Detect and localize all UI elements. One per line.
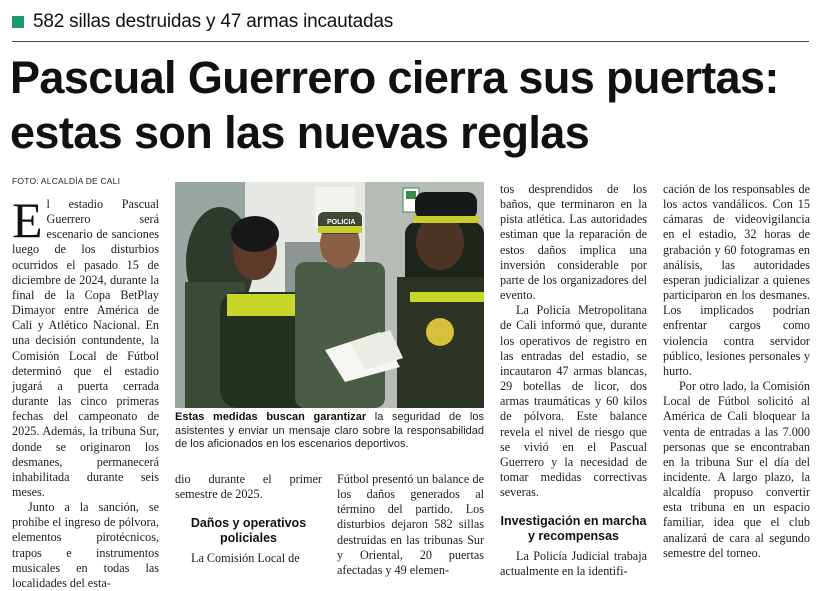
- photo-credit: FOTO: ALCALDÍA DE CALI: [12, 176, 121, 186]
- kicker-divider: [12, 41, 809, 42]
- col1-paragraph-1-text: l estadio Pascual Guerrero será escenario de sanciones luego de los disturbios ocurridos el pasado 15 de diciembre de 2024, durante la final de la Copa BetPlay Dimayor entre América de Cali y Atlético Nacional. En una decisión contundente, la Comisión Local de Fútbol determinó que el estadio jugará a puerta cerrada durante las cinco primeras fechas del campeonato de 2025. Además, la tribuna Sur, donde se originaron los desmanes, permanecerá inhabilitada durante seis meses.: [12, 197, 159, 499]
- article-column-1: [12, 192, 159, 591]
- article-column-4: [500, 182, 647, 580]
- col1-paragraph-1: [12, 192, 159, 500]
- drop-cap: E: [12, 192, 43, 248]
- kicker: [12, 11, 393, 33]
- article-photo: [175, 182, 484, 408]
- col2-paragraph-2: La Comisión Local de: [191, 551, 300, 566]
- col4-paragraph-2: La Policía Metropolitana de Cali informó que, durante los operativos de registro en las entradas del estadio, se incautaron 47 armas blancas, 29 botellas de licor, dos armas traumáticas y 60 kilos de pólvora. Este balance revela el nivel de riesgo que se vivió en el Pascual Guerrero y la necesidad de tomar medidas correctivas severas.: [500, 303, 647, 500]
- article-column-3: [337, 472, 484, 578]
- article-column-2: [175, 472, 322, 566]
- kicker-text: 582 sillas destruidas y 47 armas incautadas: [33, 11, 393, 32]
- patch-text: POLICIA: [327, 219, 356, 226]
- col2-paragraph-1: dio durante el primer semestre de 2025.: [175, 472, 322, 502]
- kicker-square-icon: [12, 16, 24, 28]
- headline-line-1: Pascual Guerrero cierra sus puertas:: [10, 52, 779, 103]
- col5-paragraph-2: Por otro lado, la Comisión Local de Fútbol solicitó al América de Cali bloquear la venta de entradas a las 7.000 personas que se encontraban en la tribuna Sur el día del incidente. A largo plazo, la alcaldía propuso convertir esta tribuna en un espacio familiar, idea que el club analizará de cara al segundo semestre del torneo.: [663, 379, 810, 560]
- headline: [10, 50, 815, 160]
- article-column-5: [663, 182, 810, 561]
- col4-paragraph-1: tos desprendidos de los baños, que terminaron en la pista atlética. Las autoridades estiman que la reparación de estos daños implica una inversión considerable por parte de los organizadores del evento.: [500, 182, 647, 303]
- subheading-danos: Daños y operativos policiales: [190, 516, 307, 546]
- caption-text: la seguridad de los asistentes y enviar un mensaje claro sobre la responsabilidad de los aficionados en los escenarios deportivos.: [175, 411, 484, 450]
- photo-caption: [175, 411, 484, 452]
- col1-paragraph-2: Junto a la sanción, se prohíbe el ingreso de pólvora, elementos pirotécnicos, trapos e instrumentos musicales en todas las localidades del esta-: [12, 500, 159, 590]
- col3-paragraph-1: Fútbol presentó un balance de los daños generados al término del partido. Los disturbios dejaron 582 sillas destruidas en las tribunas Sur y Oriental, 20 puertas afectadas y 49 elemen-: [337, 472, 484, 577]
- police-officers-photo: [175, 182, 484, 408]
- caption-lead: Estas medidas buscan garantizar: [175, 411, 367, 423]
- headline-line-2: estas son las nuevas reglas: [10, 107, 590, 158]
- subheading-investigacion: Investigación en marcha y recompensas: [500, 514, 647, 544]
- col4-paragraph-3: La Policía Judicial trabaja actualmente en la identifi-: [500, 549, 647, 579]
- col5-paragraph-1: cación de los responsables de los actos vandálicos. Con 15 cámaras de videovigilancia en el estadio, 32 horas de grabación y 60 fotogramas en análisis, las autoridades esperan judicializar a quienes participaron en los desmanes. Los implicados podrían enfrentar cargos como violencia contra servidor público, lesiones personales y hurto.: [663, 182, 810, 378]
